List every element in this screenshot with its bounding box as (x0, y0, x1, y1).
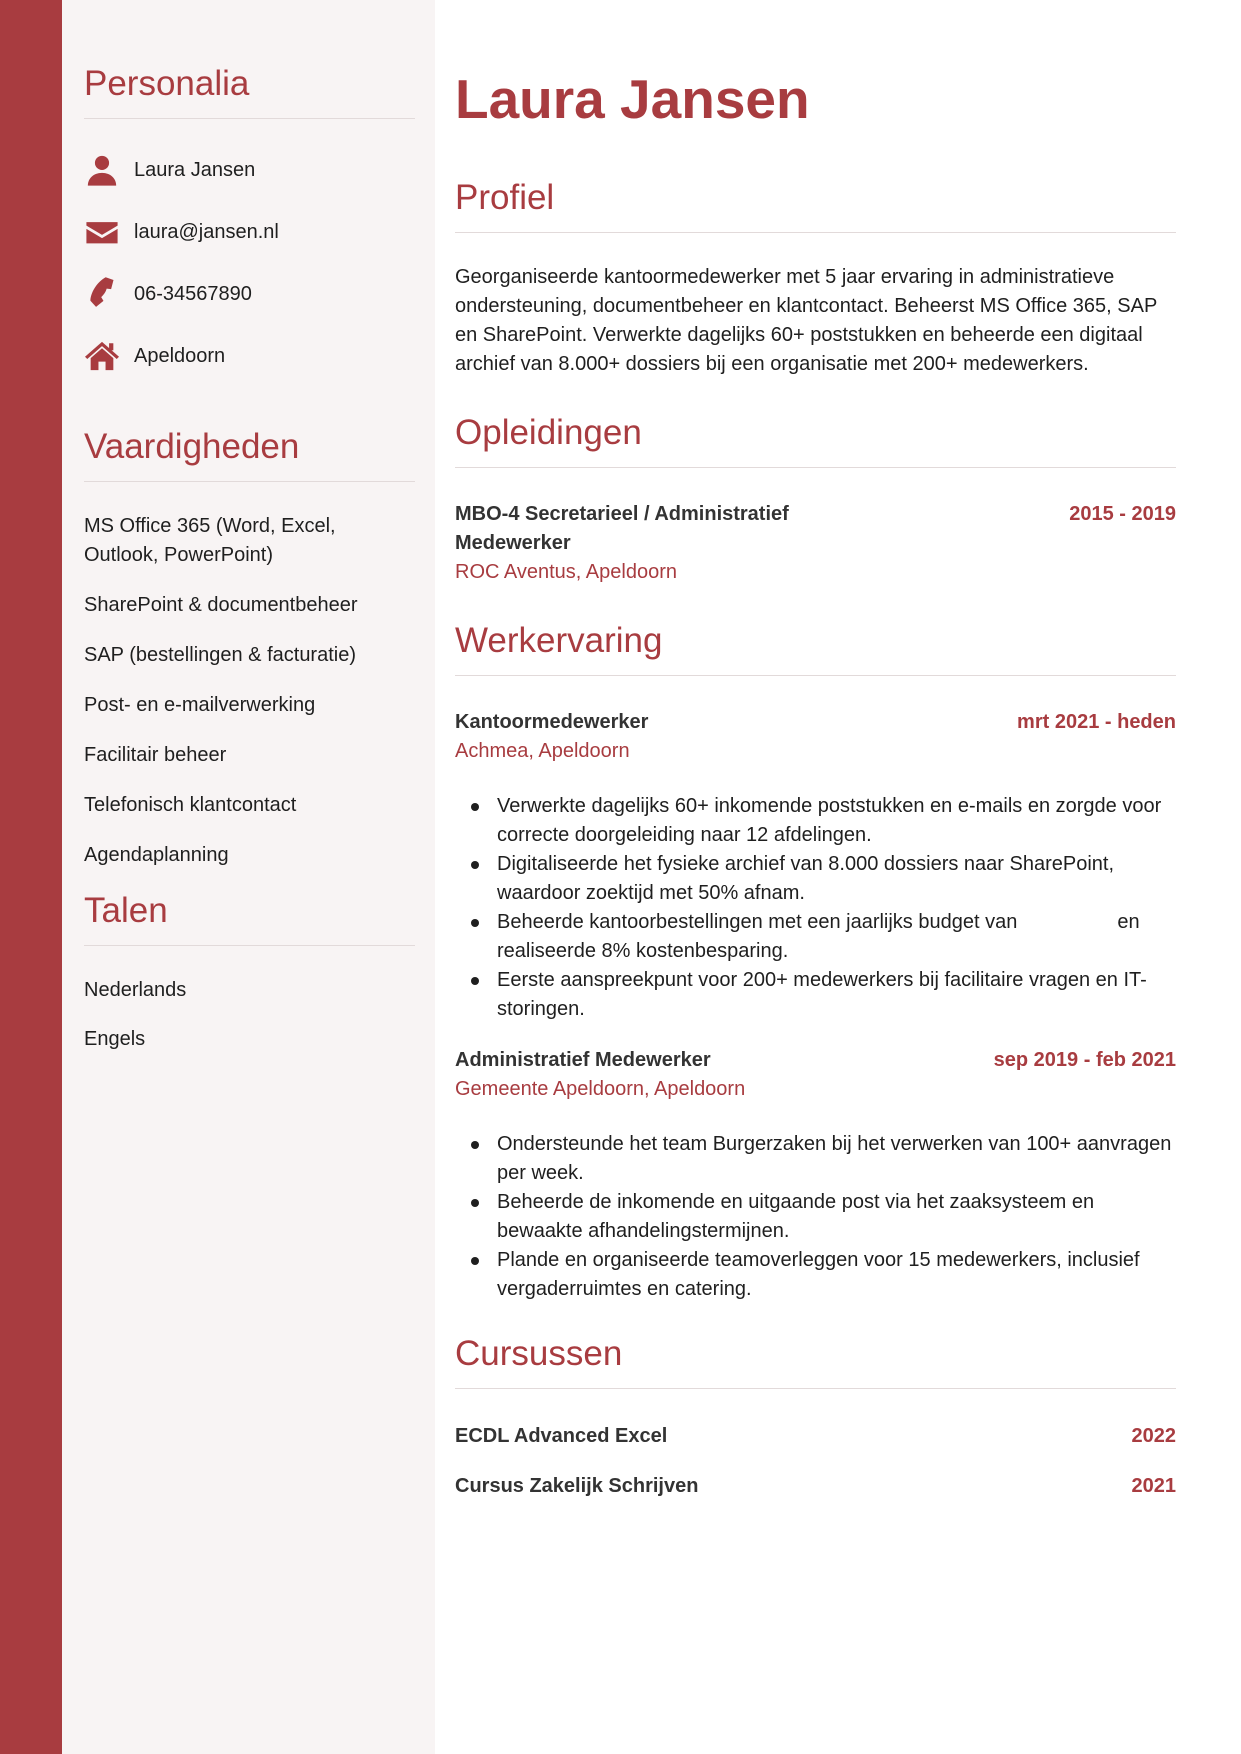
education-school: ROC Aventus, Apeldoorn (455, 561, 677, 583)
experience-entry (455, 708, 1176, 1024)
course-year: 2021 (1131, 1474, 1176, 1497)
languages-list (84, 976, 415, 1054)
courses-heading: Cursussen (455, 1334, 1176, 1389)
skills-heading: Vaardigheden (84, 427, 415, 482)
language-item: Nederlands (84, 979, 187, 1001)
skills-list (84, 512, 415, 870)
contact-name-text: Laura Jansen (134, 158, 256, 181)
personal-heading: Personalia (84, 64, 415, 119)
skill-item: Telefonisch klantcontact (84, 794, 297, 816)
bullet-item: Beheerde kantoorbestellingen met een jaarlijks budget van en realiseerde 8% kostenbesparing. (455, 908, 1176, 966)
contact-city (84, 325, 415, 387)
skill-item: Post- en e-mailverwerking (84, 694, 316, 716)
language-item: Engels (84, 1028, 146, 1050)
course-year: 2022 (1131, 1424, 1176, 1447)
courses-list (455, 1411, 1176, 1511)
contact-list (84, 139, 415, 387)
experience-heading: Werkervaring (455, 621, 1176, 676)
course-title: Cursus Zakelijk Schrijven (455, 1474, 699, 1497)
accent-stripe (0, 0, 62, 1754)
job-date: sep 2019 - feb 2021 (993, 1049, 1176, 1071)
course-item (455, 1461, 1176, 1511)
profile-text: Georganiseerde kantoormedewerker met 5 jaar ervaring in administratieve ondersteuning, documentbeheer en klantcontact. Beheerst MS Office 365, SAP en SharePoint. Verwerkte dagelijks 60+ poststukken en beheerde een digitaal archief van 8.000+ dossiers bij een organisatie met 200+ medewerkers. (455, 266, 1157, 375)
skill-item: MS Office 365 (Word, Excel, Outlook, PowerPoint) (84, 515, 336, 566)
candidate-name: Laura Jansen (455, 68, 810, 130)
education-heading: Opleidingen (455, 413, 1176, 468)
bullet-item: Ondersteunde het team Burgerzaken bij het verwerken van 100+ aanvragen per week. (455, 1130, 1176, 1188)
profile-heading: Profiel (455, 178, 1176, 233)
skill-item: SAP (bestellingen & facturatie) (84, 644, 357, 666)
job-title: Kantoormedewerker (455, 711, 649, 733)
user-icon (84, 152, 120, 188)
main-content (435, 0, 1241, 1754)
bullet-item: Eerste aanspreekpunt voor 200+ medewerkers bij facilitaire vragen en IT-storingen. (455, 966, 1176, 1024)
course-title: ECDL Advanced Excel (455, 1424, 668, 1447)
contact-name (84, 139, 415, 201)
skill-item: SharePoint & documentbeheer (84, 594, 358, 616)
contact-email-text: laura@jansen.nl (134, 220, 279, 243)
experience-entry (455, 1046, 1176, 1304)
education-date: 2015 - 2019 (1069, 503, 1176, 525)
contact-phone (84, 263, 415, 325)
envelope-icon (84, 214, 120, 250)
phone-icon (84, 276, 120, 312)
skill-item: Agendaplanning (84, 844, 229, 866)
job-company: Achmea, Apeldoorn (455, 740, 630, 762)
contact-email (84, 201, 415, 263)
job-date: mrt 2021 - heden (1017, 711, 1176, 733)
sidebar (62, 0, 435, 1754)
bullet-item: Verwerkte dagelijks 60+ inkomende poststukken en e-mails en zorgde voor correcte doorgeleiding naar 12 afdelingen. (455, 792, 1176, 850)
bullet-item: Beheerde de inkomende en uitgaande post via het zaaksysteem en bewaakte afhandelingstermijnen. (455, 1188, 1176, 1246)
contact-city-text: Apeldoorn (134, 344, 226, 367)
languages-heading: Talen (84, 891, 415, 946)
job-bullets (455, 1130, 1176, 1304)
bullet-item: Digitaliseerde het fysieke archief van 8.000 dossiers naar SharePoint, waardoor zoektijd met 50% afnam. (455, 850, 1176, 908)
course-item (455, 1411, 1176, 1461)
job-company: Gemeente Apeldoorn, Apeldoorn (455, 1078, 746, 1100)
job-title: Administratief Medewerker (455, 1049, 711, 1071)
home-icon (84, 338, 120, 374)
job-bullets (455, 792, 1176, 1024)
education-entry (455, 500, 1176, 587)
contact-phone-text: 06-34567890 (134, 282, 252, 305)
bullet-item: Plande en organiseerde teamoverleggen voor 15 medewerkers, inclusief vergaderruimtes en catering. (455, 1246, 1176, 1304)
education-title: MBO-4 Secretarieel / Administratief Medewerker (455, 503, 789, 554)
skill-item: Facilitair beheer (84, 744, 227, 766)
